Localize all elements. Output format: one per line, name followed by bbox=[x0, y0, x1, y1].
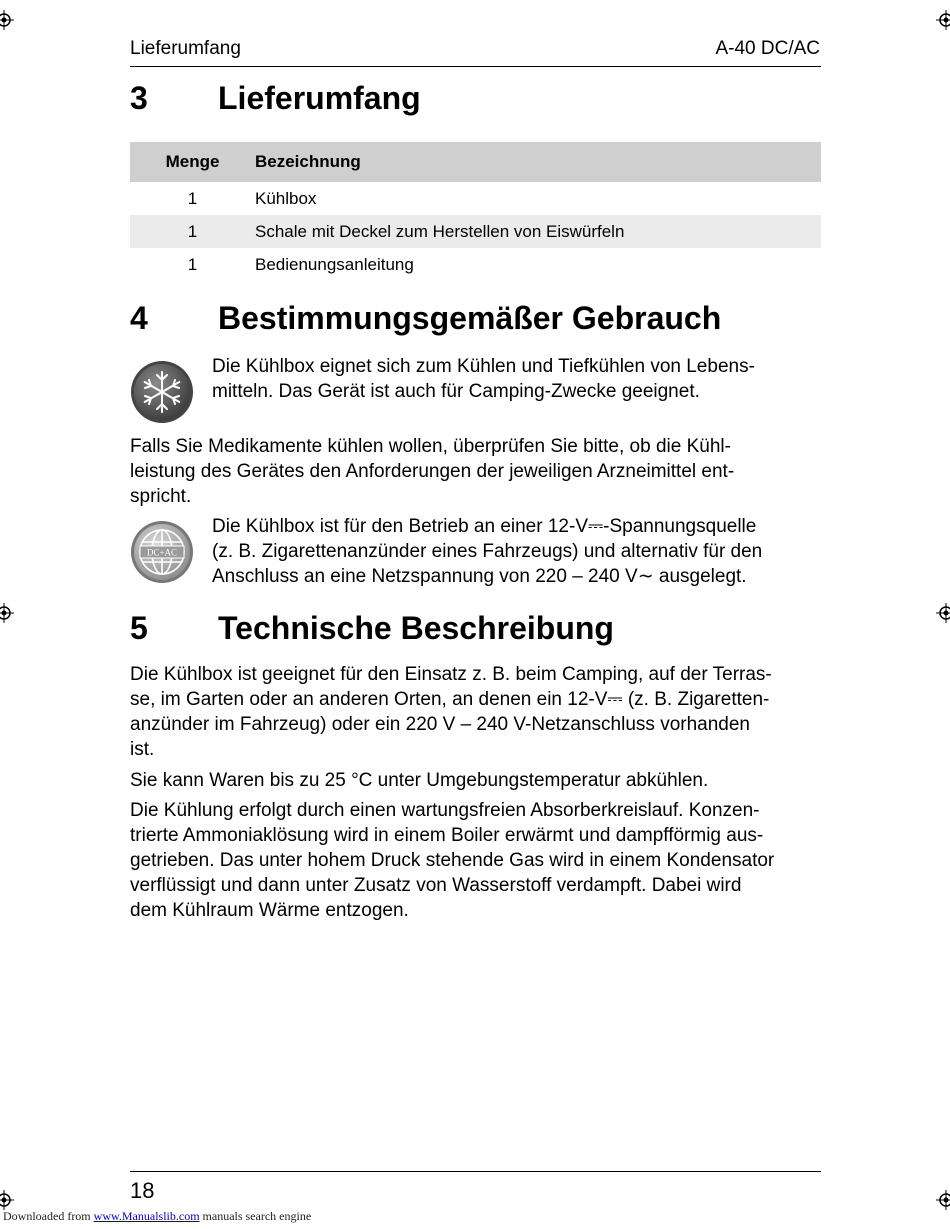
s5-paragraph-3: Die Kühlung erfolgt durch einen wartungsfreien Absorberkreislauf. Konzen- trierte Ammoniaklösung wird in einem Boiler erwärmt und dampfförmig aus- getrieben. Das unter hohem Druck stehende Gas wird in einem Kondensator verflüssigt und dann unter Zusatz von Wasserstoff verdampft. Dabei wird dem Kühlraum Wärme entzogen. bbox=[130, 800, 775, 921]
s4-paragraph-1: Die Kühlbox eignet sich zum Kühlen und Tiefkühlen von Lebens- mitteln. Das Gerät ist auch für Camping-Zwecke geeignet. bbox=[212, 356, 755, 402]
table-cell-item: Bedienungsanleitung bbox=[255, 254, 414, 274]
table-cell-item: Schale mit Deckel zum Herstellen von Eiswürfeln bbox=[255, 215, 821, 248]
contents-table bbox=[130, 142, 821, 281]
table-cell-qty: 1 bbox=[187, 188, 198, 208]
registration-mark-icon bbox=[936, 10, 950, 30]
registration-mark-icon bbox=[0, 1190, 14, 1210]
column-header-quantity: Menge bbox=[130, 142, 255, 182]
dc-ac-label: DC+AC bbox=[146, 547, 178, 558]
snowflake-icon bbox=[130, 360, 194, 424]
section-heading-5: 5 Technische Beschreibung bbox=[130, 610, 614, 646]
dc-ac-globe-icon bbox=[130, 520, 194, 584]
header-rule bbox=[130, 66, 821, 67]
table-cell-qty: 1 bbox=[187, 254, 198, 274]
page-number: 18 bbox=[130, 1178, 155, 1203]
running-header-model: A-40 DC/AC bbox=[715, 38, 820, 59]
table-cell-qty: 1 bbox=[130, 215, 255, 248]
table-row bbox=[130, 248, 821, 281]
s4-paragraph-2: Falls Sie Medikamente kühlen wollen, überprüfen Sie bitte, ob die Kühl- leistung des Gerätes den Anforderungen der jeweiligen Arzneimittel ent- spricht. bbox=[130, 436, 735, 507]
table-header-row bbox=[130, 142, 821, 182]
column-header-description: Bezeichnung bbox=[255, 142, 821, 182]
section-heading-4: 4 Bestimmungsgemäßer Gebrauch bbox=[130, 300, 722, 336]
table-row bbox=[130, 215, 821, 248]
download-note: Downloaded from www.Manualslib.com manuals search engine bbox=[3, 1209, 312, 1223]
registration-mark-icon bbox=[0, 10, 14, 30]
manualslib-link[interactable]: www.Manualslib.com bbox=[93, 1209, 200, 1223]
table-row bbox=[130, 182, 821, 215]
registration-mark-icon bbox=[936, 1190, 950, 1210]
s5-paragraph-1: Die Kühlbox ist geeignet für den Einsatz z. B. beim Camping, auf der Terras- se, im Garten oder an anderen Orten, an denen ein 12-V⎓ (z. B. Zigaretten- anzünder im Fahrzeug) oder ein 220 V – 240 V-Netzanschluss vorhanden ist. bbox=[130, 664, 772, 760]
registration-mark-icon bbox=[936, 603, 950, 623]
running-header-title: Lieferumfang bbox=[130, 38, 241, 59]
footer-rule bbox=[130, 1171, 821, 1172]
registration-mark-icon bbox=[0, 603, 14, 623]
s4-paragraph-3: Die Kühlbox ist für den Betrieb an einer 12-V⎓-Spannungsquelle (z. B. Zigarettenanzünder eines Fahrzeugs) und alternativ für den Anschluss an eine Netzspannung von 220 – 240 V∼ ausgelegt. bbox=[212, 516, 763, 587]
table-cell-item: Kühlbox bbox=[255, 188, 317, 208]
s5-paragraph-2: Sie kann Waren bis zu 25 °C unter Umgebungstemperatur abkühlen. bbox=[130, 770, 709, 791]
section-heading-3: 3 Lieferumfang bbox=[130, 80, 421, 116]
